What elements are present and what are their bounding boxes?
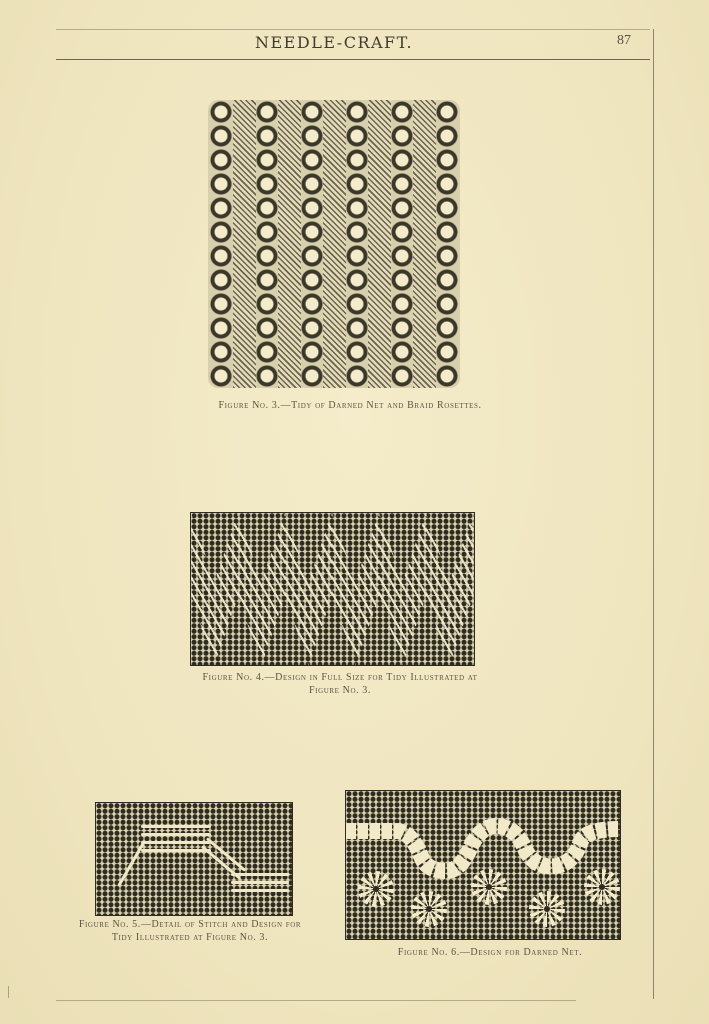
figure-5-caption-line-1: Figure No. 5.—Detail of Stitch and Design for [78, 919, 302, 930]
figure-4-caption-line-2: Figure No. 3. [308, 685, 372, 696]
page-number: 87 [617, 33, 631, 48]
figure-6-darned-net-illustration [345, 790, 621, 940]
header-bottom-rule [56, 59, 650, 60]
right-margin-rule [653, 29, 654, 999]
footer-rule [56, 1000, 576, 1001]
daisy-motif [411, 891, 447, 927]
daisy-motif [584, 869, 620, 905]
daisy-motif [358, 871, 394, 907]
left-margin-mark [8, 986, 9, 998]
running-header-title: NEEDLE-CRAFT. [255, 33, 414, 52]
figure-3-caption: Figure No. 3.—Tidy of Darned Net and Braid Rosettes. [218, 400, 482, 411]
figure-4-design-illustration [190, 512, 475, 666]
daisy-motif [529, 891, 565, 927]
figure-4-caption [130, 671, 550, 697]
figure-4-caption-line-1: Figure No. 4.—Design in Full Size for Tidy Illustrated at [202, 672, 478, 683]
header-top-rule [56, 29, 650, 30]
figure-5-stitch-detail-illustration [95, 802, 293, 916]
daisy-motif [471, 869, 507, 905]
figure-3-tidy-illustration [208, 100, 460, 388]
figure-5-caption-line-2: Tidy Illustrated at Figure No. 3. [111, 932, 269, 943]
figure-6-caption: Figure No. 6.—Design for Darned Net. [397, 947, 583, 958]
figure-5-caption [30, 918, 350, 944]
